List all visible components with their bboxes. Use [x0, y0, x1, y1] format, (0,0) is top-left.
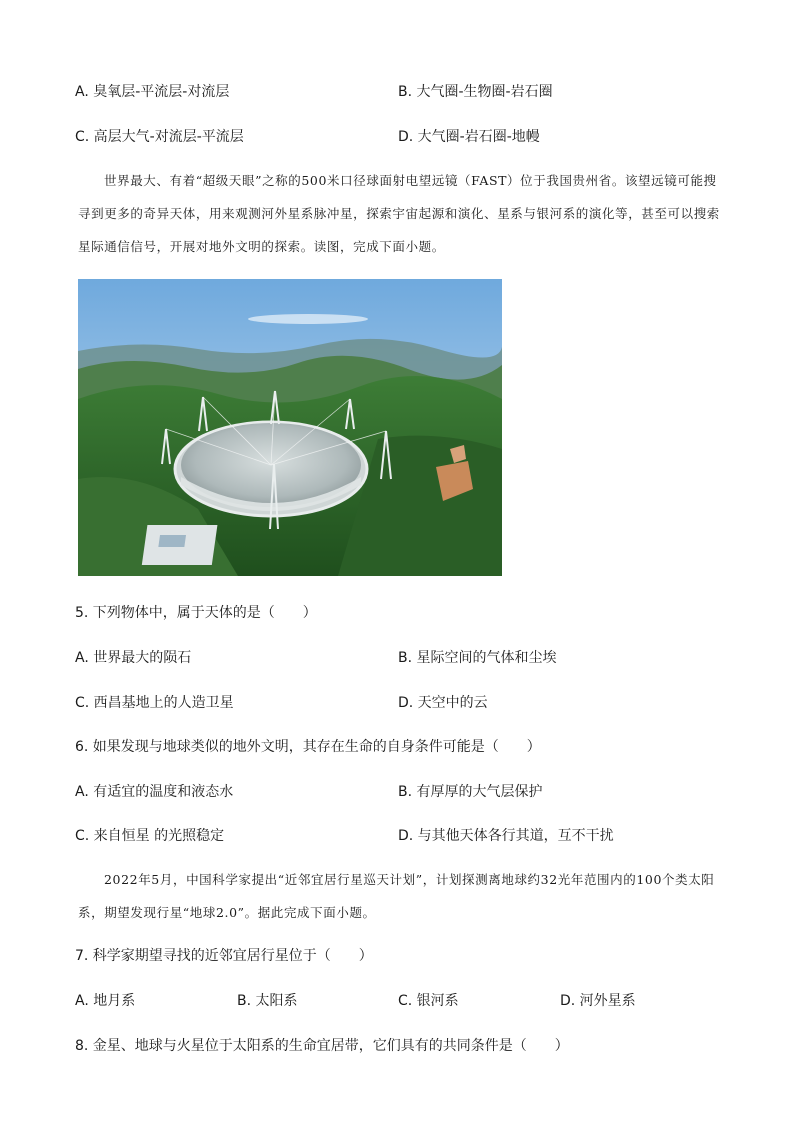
q8-stem: 8. 金星、地球与火星位于太阳系的生命宜居带，它们具有的共同条件是（ ） [75, 1038, 569, 1054]
q6-stem: 6. 如果发现与地球类似的地外文明，其存在生命的自身条件可能是（ ） [75, 739, 541, 755]
q5-stem: 5. 下列物体中，属于天体的是（ ） [75, 605, 317, 621]
q7-option-a: A. 地月系 [75, 993, 136, 1009]
q6-option-c: C. 来自恒星 的光照稳定 [75, 828, 225, 844]
q6-option-d: D. 与其他天体各行其道，互不干扰 [398, 828, 614, 844]
q5-option-c: C. 西昌基地上的人造卫星 [75, 695, 234, 711]
q4-option-b: B. 大气圈-生物圈-岩石圈 [398, 84, 553, 100]
q5-option-a: A. 世界最大的陨石 [75, 650, 192, 666]
fast-passage [78, 164, 720, 263]
q5-option-d: D. 天空中的云 [398, 695, 488, 711]
q6-option-b: B. 有厚厚的大气层保护 [398, 784, 543, 800]
fast-telescope-illustration [78, 279, 502, 576]
earth2-passage [78, 863, 720, 929]
earth2-passage-text: 2022年5月，中国科学家提出“近邻宜居行星巡天计划”，计划探测离地球约32光年范围内的100个类太阳系，期望发现行星“地球2.0”。据此完成下面小题。 [78, 872, 715, 920]
q4-option-c: C. 高层大气-对流层-平流层 [75, 129, 244, 145]
q4-option-d: D. 大气圈-岩石圈-地幔 [398, 129, 540, 145]
q7-option-d: D. 河外星系 [560, 993, 636, 1009]
fast-passage-text: 世界最大、有着“超级天眼”之称的500米口径球面射电望远镜（FAST）位于我国贵州省。该望远镜可能搜寻到更多的奇异天体，用来观测河外星系脉冲星，探索宇宙起源和演化、星系与银河系的演化等，甚至可以搜索星际通信信号，开展对地外文明的探索。读图，完成下面小题。 [78, 173, 720, 254]
fast-telescope-photo [78, 279, 502, 576]
q7-option-b: B. 太阳系 [237, 993, 298, 1009]
q6-option-a: A. 有适宜的温度和液态水 [75, 784, 234, 800]
q4-option-a: A. 臭氧层-平流层-对流层 [75, 84, 230, 100]
q7-stem: 7. 科学家期望寻找的近邻宜居行星位于（ ） [75, 948, 373, 964]
q5-option-b: B. 星际空间的气体和尘埃 [398, 650, 557, 666]
q7-option-c: C. 银河系 [398, 993, 459, 1009]
